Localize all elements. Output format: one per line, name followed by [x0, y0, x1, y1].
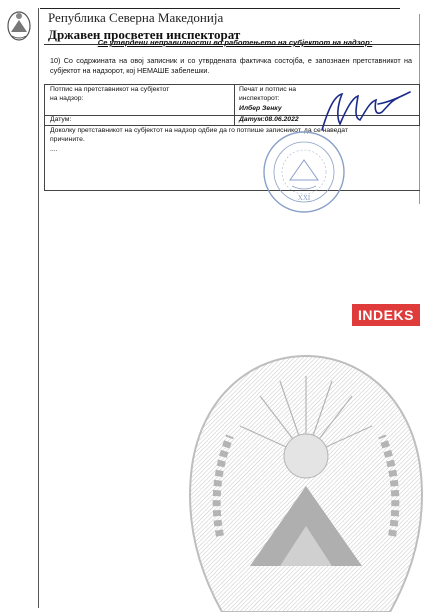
stamp-signature-label: Печат и потпис на инспекторот:: [239, 86, 297, 102]
inspector-name: Илбер Зенку: [239, 105, 282, 112]
rep-signature-label: Потпис на претставникот на субјектот на надзор:: [50, 86, 170, 102]
table-line: [44, 125, 45, 191]
section-title: Се утврдени неправилности во работењето на субјектот на надзор:: [97, 38, 373, 47]
table-line: [419, 84, 420, 125]
header-inspectorate: Државен просветен инспекторат: [48, 27, 241, 42]
table-line: [44, 190, 420, 191]
refusal-instructions: Доколку претставникот на субјектот на надзор одбие да го потпише записникот, да се наведат причините.: [50, 127, 349, 143]
watermark-label: INDEKS: [352, 304, 420, 326]
header-republic: Република Северна Македонија: [48, 10, 224, 25]
table-line: [44, 84, 420, 85]
scan-border-left: [38, 8, 39, 608]
inspector-signature: [318, 90, 414, 134]
stamp-text: XXI: [297, 194, 311, 202]
official-stamp: [262, 130, 346, 214]
table-line: [234, 84, 235, 125]
refusal-reason: ....: [50, 146, 58, 153]
coat-of-arms-icon: [6, 8, 32, 42]
coat-of-arms-watermark: [180, 336, 432, 612]
inspection-date: Датум:08.06.2022: [239, 116, 299, 123]
date-label: Датум:: [50, 116, 72, 123]
table-line: [44, 84, 45, 125]
scan-border-top: [40, 8, 400, 9]
findings-paragraph: 10) Со содржината на овој записник и со утврдената фактичка состојба, е запознаен претставникот на субјектот на надзорот, кој НЕМАШЕ забелешки.: [50, 56, 412, 75]
